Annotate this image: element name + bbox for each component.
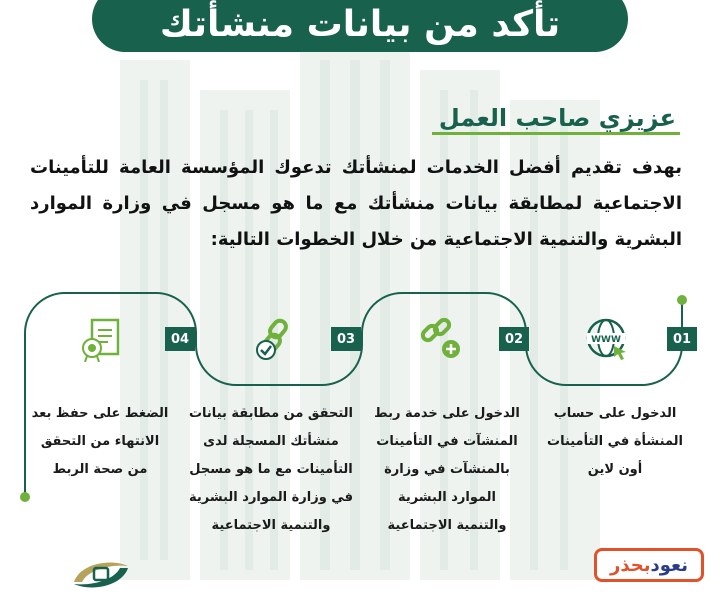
link-plus-icon [418, 316, 464, 362]
www-cursor-icon [584, 316, 630, 362]
campaign-badge-part2: بحذر [610, 554, 651, 576]
campaign-badge-part1: نعود [650, 554, 688, 576]
timeline-end-dot [20, 492, 30, 502]
step-text-1: الدخول على حساب المنشأة في التأمينات أون لاين [547, 406, 683, 477]
campaign-badge [594, 548, 704, 582]
step-text-3: التحقق من مطابقة بيانات منشأتك المسجلة لدى التأمينات مع ما هو مسجل في وزارة الموارد البشرية والتنمية الاجتماعية [188, 406, 354, 533]
page-title: تأكد من بيانات منشأتك [92, 0, 628, 52]
link-check-icon [252, 316, 298, 362]
greeting-heading: عزيزي صاحب العمل [438, 104, 676, 132]
intro-paragraph: بهدف تقديم أفضل الخدمات لمنشأتك تدعوك المؤسسة العامة للتأمينات الاجتماعية لمطابقة بيانات منشأتك مع ما هو مسجل في وزارة الموارد البشرية والتنمية الاجتماعية من خلال الخطوات التالية: [30, 157, 682, 250]
gosi-logo [70, 554, 132, 594]
step-number-4: 04 [165, 327, 195, 351]
step-text-4: الضغط على حفظ بعد الانتهاء من التحقق من صحة الربط [31, 406, 169, 477]
step-number-3: 03 [331, 327, 361, 351]
step-number-2: 02 [499, 327, 529, 351]
step-text-2: الدخول على خدمة ربط المنشآت في التأمينات بالمنشآت في وزارة الموارد البشرية والتنمية الاجتماعية [374, 406, 520, 533]
document-check-icon [78, 316, 124, 362]
step-number-1: 01 [667, 327, 697, 351]
svg-text:WWW: WWW [591, 335, 621, 345]
timeline-start-dot [677, 295, 687, 305]
